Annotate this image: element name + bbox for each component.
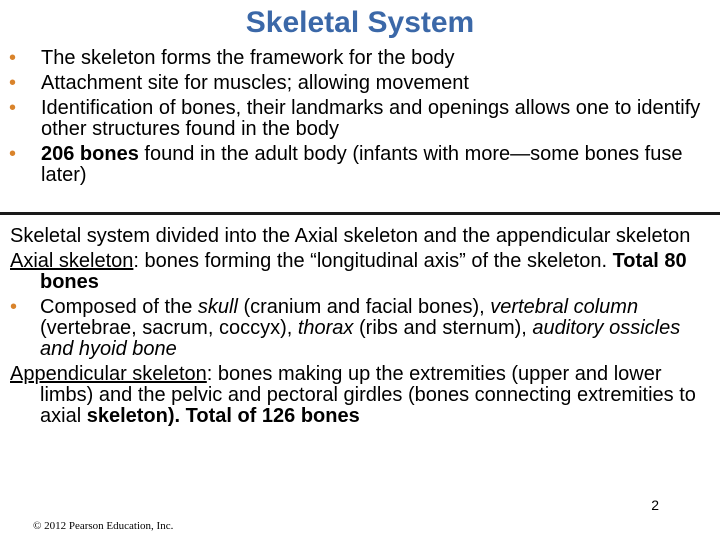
composed-text: (vertebrae, sacrum, coccyx),: [40, 317, 298, 339]
bullet-text: The skeleton forms the framework for the body: [41, 47, 455, 69]
composed-text: (cranium and facial bones),: [237, 296, 491, 318]
intro-paragraph: Skeletal system divided into the Axial skeleton and the appendicular skeleton: [10, 225, 691, 247]
slide-title: Skeletal System: [245, 6, 475, 39]
appendicular-text: : bones making up the extremities (upper and lower limbs) and the pelvic and pectoral girdles (bones connecting extremities to axial: [40, 363, 696, 427]
bullet-icon: •: [9, 143, 17, 165]
bullet-icon: •: [9, 97, 17, 119]
appendicular-total: skeleton). Total of 126 bones: [86, 405, 360, 427]
axial-text: : bones forming the “longitudinal axis” of the skeleton.: [133, 250, 608, 272]
bullet-icon: •: [10, 296, 18, 318]
bullet-icon: •: [9, 47, 17, 69]
appendicular-paragraph: [10, 364, 716, 427]
body-content: [10, 226, 716, 431]
vertebral-term: vertebral column: [490, 296, 639, 318]
bones-count: 206 bones: [41, 143, 139, 165]
bullet-icon: •: [9, 72, 17, 94]
composed-text: Composed of the: [40, 296, 198, 318]
page-number: 2: [651, 497, 659, 513]
composed-paragraph: [10, 297, 716, 360]
appendicular-term: Appendicular skeleton: [10, 363, 207, 385]
list-item: [8, 144, 708, 186]
bullet-text: Identification of bones, their landmarks and openings allows one to identify other structures found in the body: [41, 97, 701, 140]
copyright-notice: © 2012 Pearson Education, Inc.: [33, 520, 174, 532]
skull-term: skull: [197, 296, 238, 318]
axial-term: Axial skeleton: [10, 250, 134, 272]
list-item: [8, 98, 708, 140]
list-item: [8, 73, 708, 94]
thorax-term: thorax: [297, 317, 354, 339]
divider: [0, 212, 720, 215]
axial-paragraph: [10, 251, 716, 293]
bullet-text: found in the adult body (infants with more—some bones fuse later): [41, 143, 683, 186]
bullet-text: Attachment site for muscles; allowing movement: [41, 72, 469, 94]
list-item: [8, 48, 708, 69]
composed-text: (ribs and sternum),: [353, 317, 533, 339]
ossicles-term: auditory ossicles and hyoid bone: [40, 317, 681, 360]
bullet-list: [8, 48, 708, 190]
axial-total: Total 80 bones: [40, 250, 687, 293]
